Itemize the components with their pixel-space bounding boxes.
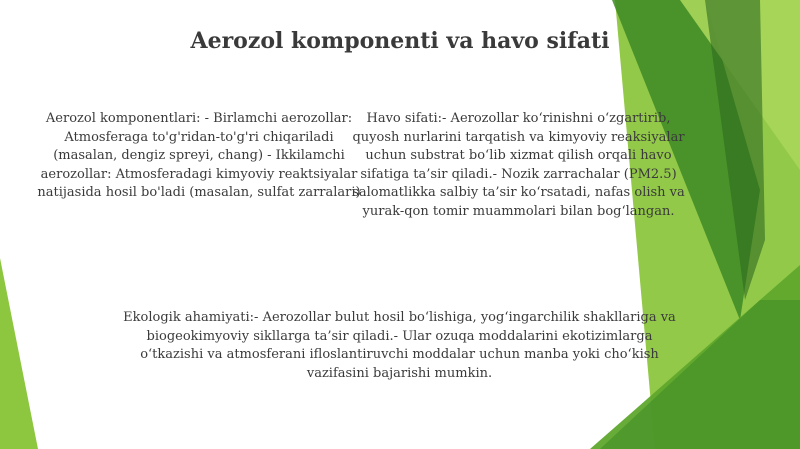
air-quality-text: Havo sifati:- Aerozollar ko‘rinishni o‘zgartirib, quyosh nurlarini tarqatish va kimyoviy reaksiyalar uchun substrat bo‘lib xizmat qilish orqali havo sifatiga ta’sir qiladi.- Nozik zarrachalar (PM2.5) salomatlikka salbiy ta’sir ko‘rsatadi, nafas olish va yurak-qon tomir muammolari bilan bog‘langan. <box>352 111 685 219</box>
ecological-significance-text: Ekologik ahamiyati:- Aerozollar bulut hosil bo‘lishiga, yog‘ingarchilik shakllariga va biogeokimyoviy sikllarga ta’sir qiladi.- Ular ozuqa moddalarini ekotizimlarga o‘tkazishi va atmosferani ifloslantiruvchi moddalar uchun manba yoki cho‘kish vazifasini bajarishi mumkin. <box>123 310 676 381</box>
slide-title: Aerozol komponenti va havo sifati <box>190 28 610 54</box>
left-corner-wedge <box>0 258 38 449</box>
aerosol-components-text: Aerozol komponentlari: - Birlamchi aerozollar: Atmosferaga to'g'ridan-to'g'ri chiqariladi (masalan, dengiz spreyi, chang) - Ikkilamchi aerozollar: Atmosferadagi kimyoviy reaktsiyalar natijasida hosil bo'ladi (masalan, sulfat zarralari) <box>37 111 361 200</box>
